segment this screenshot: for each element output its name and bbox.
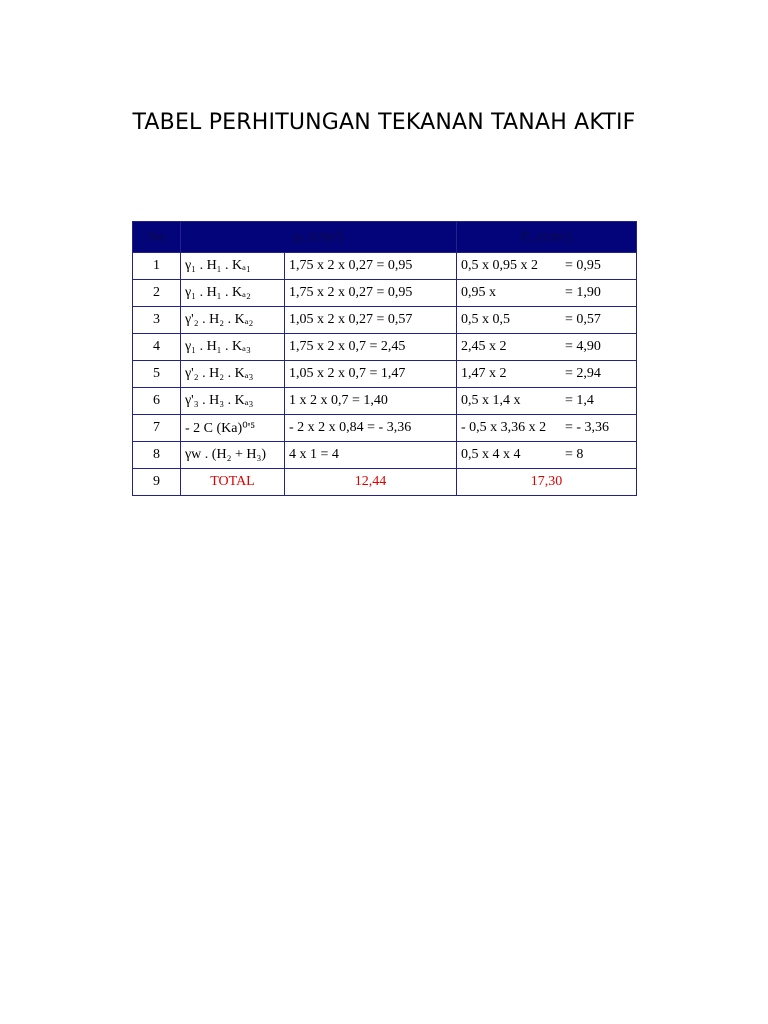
table-row-total xyxy=(133,469,637,496)
row-pa: 1,05 x 2 x 0,7 = 1,47 xyxy=(285,361,457,388)
row-number: 8 xyxy=(133,442,181,469)
row-formula: - 2 C (Ka)⁰'⁵ xyxy=(181,415,285,442)
row-formula: γ₁ . H₁ . Kₐ₁ xyxy=(181,253,285,280)
header-pa: pₐ (t/m²) xyxy=(181,222,457,253)
row-Pa xyxy=(457,415,637,442)
row-Pa-expression: 0,95 x xyxy=(461,285,496,300)
row-formula: γ₁ . H₁ . Kₐ₂ xyxy=(181,280,285,307)
row-formula: γ'₃ . H₃ . Kₐ₃ xyxy=(181,388,285,415)
header-no: No xyxy=(133,222,181,253)
header-Pa: Pₐ (t/m²) xyxy=(457,222,637,253)
table-row xyxy=(133,388,637,415)
row-Pa xyxy=(457,388,637,415)
row-Pa-result: = 0,95 xyxy=(565,258,601,273)
row-Pa-result: = 1,4 xyxy=(565,393,594,408)
row-formula: γ'₂ . H₂ . Kₐ₃ xyxy=(181,361,285,388)
row-pa: 1,75 x 2 x 0,27 = 0,95 xyxy=(285,280,457,307)
total-label: TOTAL xyxy=(181,469,285,496)
row-formula: γ₁ . H₁ . Kₐ₃ xyxy=(181,334,285,361)
table-row xyxy=(133,253,637,280)
calculation-table xyxy=(132,221,637,496)
row-Pa-result: = 8 xyxy=(565,447,584,462)
row-number: 2 xyxy=(133,280,181,307)
table-row xyxy=(133,307,637,334)
row-number: 3 xyxy=(133,307,181,334)
table-row xyxy=(133,280,637,307)
table-header-row xyxy=(133,222,637,253)
row-number: 6 xyxy=(133,388,181,415)
row-Pa xyxy=(457,361,637,388)
row-pa: 1,75 x 2 x 0,27 = 0,95 xyxy=(285,253,457,280)
row-number: 4 xyxy=(133,334,181,361)
row-pa: 1 x 2 x 0,7 = 1,40 xyxy=(285,388,457,415)
row-pa: - 2 x 2 x 0,84 = - 3,36 xyxy=(285,415,457,442)
row-formula: γw . (H₂ + H₃) xyxy=(181,442,285,469)
table-row xyxy=(133,415,637,442)
total-Pa: 17,30 xyxy=(457,469,637,496)
row-number: 5 xyxy=(133,361,181,388)
row-Pa xyxy=(457,280,637,307)
row-Pa-expression: 2,45 x 2 xyxy=(461,339,507,354)
page-title: TABEL PERHITUNGAN TEKANAN TANAH AKTIF xyxy=(132,110,636,135)
row-Pa-expression: 0,5 x 0,5 xyxy=(461,312,510,327)
row-number: 9 xyxy=(133,469,181,496)
row-Pa-expression: 0,5 x 1,4 x xyxy=(461,393,521,408)
row-Pa-expression: 0,5 x 4 x 4 xyxy=(461,447,521,462)
row-pa: 1,75 x 2 x 0,7 = 2,45 xyxy=(285,334,457,361)
row-number: 1 xyxy=(133,253,181,280)
row-Pa xyxy=(457,307,637,334)
total-pa: 12,44 xyxy=(285,469,457,496)
row-Pa-result: = 2,94 xyxy=(565,366,601,381)
row-Pa xyxy=(457,334,637,361)
row-pa: 1,05 x 2 x 0,27 = 0,57 xyxy=(285,307,457,334)
row-Pa xyxy=(457,442,637,469)
table-row xyxy=(133,442,637,469)
row-Pa-expression: 1,47 x 2 xyxy=(461,366,507,381)
table-row xyxy=(133,361,637,388)
row-Pa-result: = - 3,36 xyxy=(565,420,610,435)
row-Pa-result: = 1,90 xyxy=(565,285,601,300)
row-Pa-expression: 0,5 x 0,95 x 2 xyxy=(461,258,538,273)
row-Pa-result: = 0,57 xyxy=(565,312,601,327)
row-number: 7 xyxy=(133,415,181,442)
row-Pa-expression: - 0,5 x 3,36 x 2 xyxy=(461,420,547,435)
row-formula: γ'₂ . H₂ . Kₐ₂ xyxy=(181,307,285,334)
table-row xyxy=(133,334,637,361)
row-Pa xyxy=(457,253,637,280)
row-Pa-result: = 4,90 xyxy=(565,339,601,354)
row-pa: 4 x 1 = 4 xyxy=(285,442,457,469)
